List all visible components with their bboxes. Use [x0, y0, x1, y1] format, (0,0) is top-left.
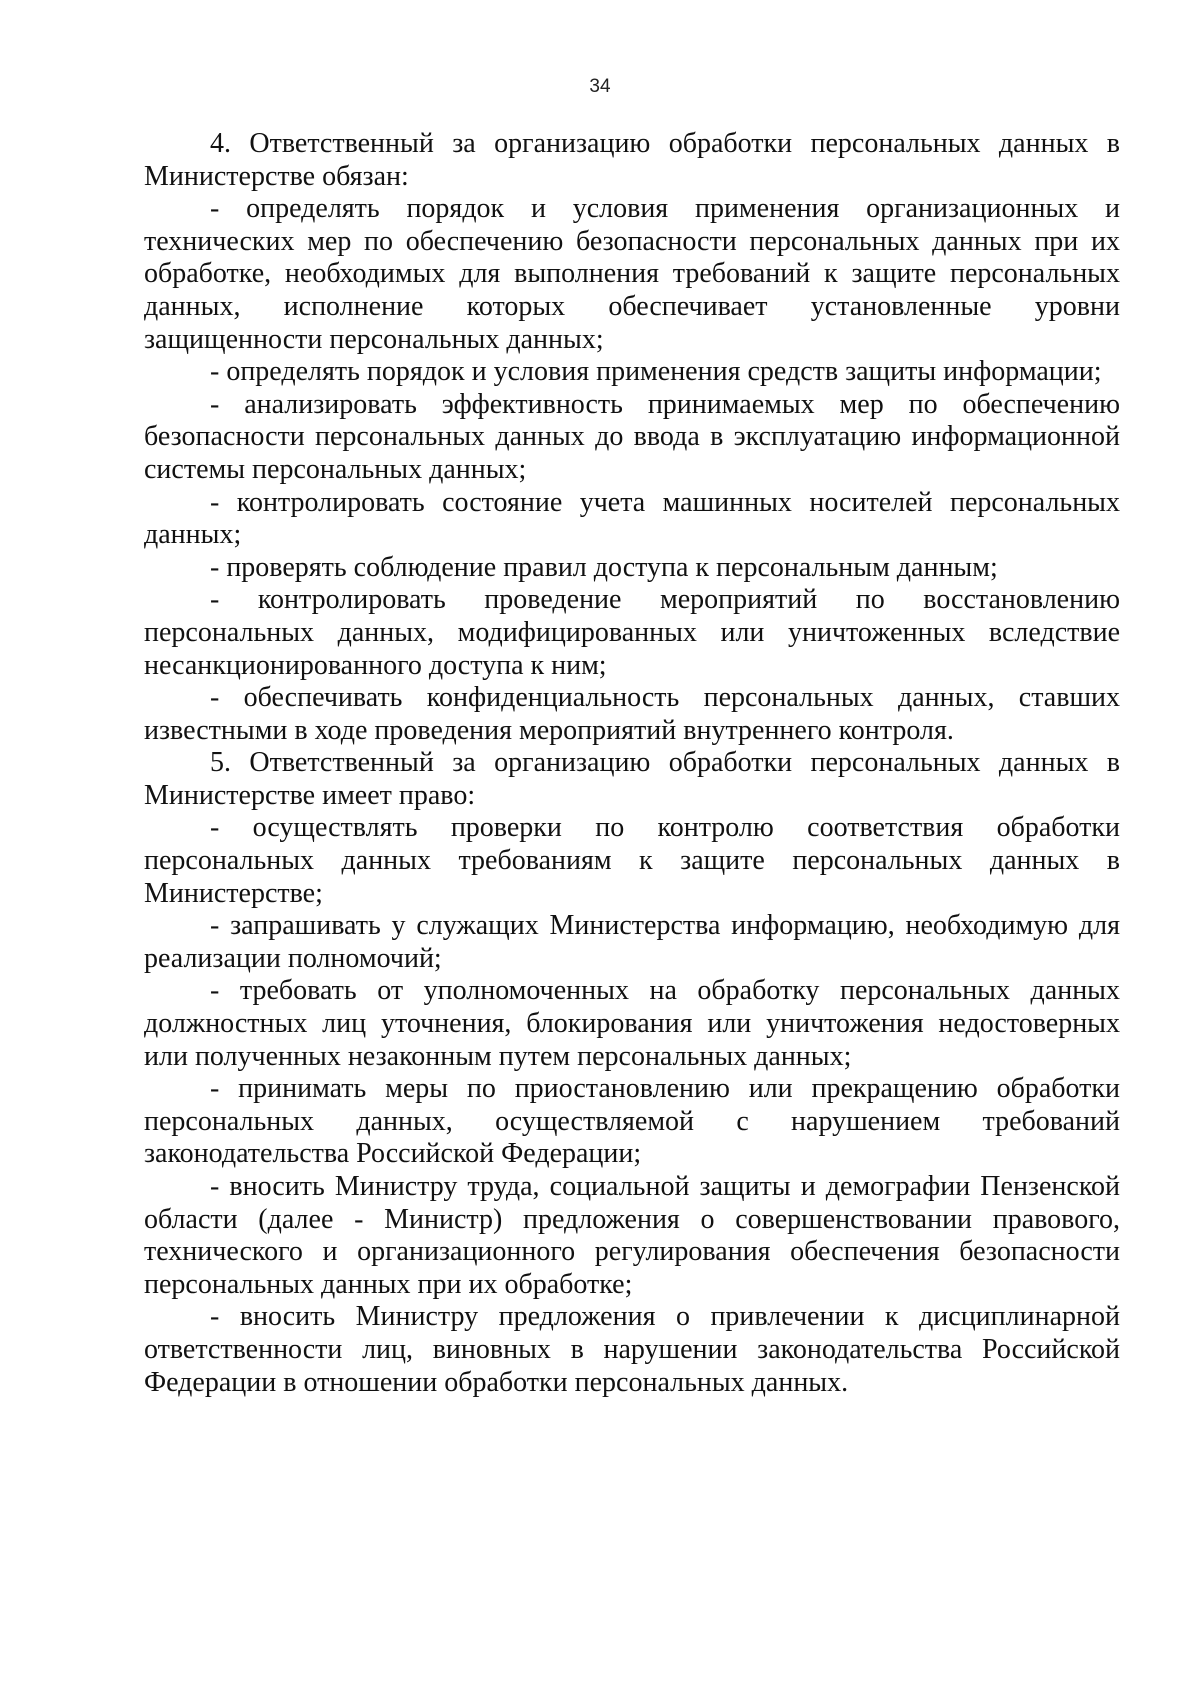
paragraph-right-4: - принимать меры по приостановлению или прекращению обработки персональных данных, осуществляемой с нарушением требований законодательства Российской Федерации;	[144, 1073, 1120, 1170]
paragraph-right-2: - запрашивать у служащих Министерства информацию, необходимую для реализации полномочий;	[144, 910, 1120, 974]
paragraph-duty-5: - проверять соблюдение правил доступа к персональным данным;	[210, 551, 998, 583]
paragraph-right-1: - осуществлять проверки по контролю соответствия обработки персональных данных требованиям к защите персональных данных в Министерстве;	[144, 812, 1120, 909]
paragraph-right-5: - вносить Министру труда, социальной защиты и демографии Пензенской области (далее - Министр) предложения о совершенствовании правового, технического и организационного регулирования обеспечения безопасности персональных данных при их обработке;	[144, 1171, 1120, 1300]
page-number: 34	[589, 76, 611, 97]
paragraph-right-3: - требовать от уполномоченных на обработку персональных данных должностных лиц уточнения, блокирования или уничтожения недостоверных или полученных незаконным путем персональных данных;	[144, 975, 1120, 1072]
paragraph-duty-2: - определять порядок и условия применения средств защиты информации;	[210, 356, 1102, 388]
document-body	[144, 128, 1120, 1399]
paragraph-duty-1: - определять порядок и условия применения организационных и технических мер по обеспечению безопасности персональных данных при их обработке, необходимых для выполнения требований к защите персональных данных, исполнение которых обеспечивает установленные уровни защищенности персональных данных;	[144, 193, 1120, 355]
paragraph-duty-6: - контролировать проведение мероприятий по восстановлению персональных данных, модифицированных или уничтоженных вследствие несанкционированного доступа к ним;	[144, 584, 1120, 681]
paragraph-right-6: - вносить Министру предложения о привлечении к дисциплинарной ответственности лиц, виновных в нарушении законодательства Российской Федерации в отношении обработки персональных данных.	[144, 1301, 1120, 1398]
paragraph-duty-4: - контролировать состояние учета машинных носителей персональных данных;	[144, 486, 1120, 551]
paragraph-rights-heading: 5. Ответственный за организацию обработки персональных данных в Министерстве имеет право:	[144, 747, 1120, 811]
paragraph-duties-heading: 4. Ответственный за организацию обработки персональных данных в Министерстве обязан:	[144, 128, 1120, 192]
paragraph-duty-7: - обеспечивать конфиденциальность персональных данных, ставших известными в ходе проведения мероприятий внутреннего контроля.	[144, 682, 1120, 746]
paragraph-duty-3: - анализировать эффективность принимаемых мер по обеспечению безопасности персональных данных до ввода в эксплуатацию информационной системы персональных данных;	[144, 388, 1120, 485]
